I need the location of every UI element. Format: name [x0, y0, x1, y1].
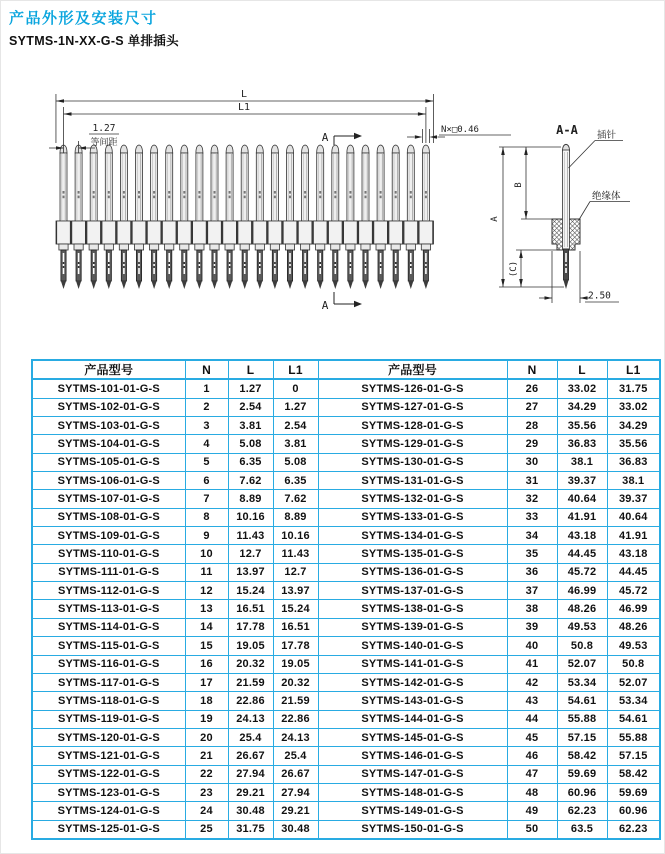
spec-table: [31, 359, 661, 840]
table-cell: SYTMS-109-01-G-S: [32, 527, 185, 545]
table-cell: SYTMS-126-01-G-S: [318, 379, 507, 398]
table-cell: 60.96: [557, 783, 607, 801]
table-cell: 7: [185, 490, 228, 508]
table-row: [32, 472, 660, 490]
table-row: [32, 527, 660, 545]
table-header-row: [32, 360, 660, 379]
product-model-subtitle: SYTMS-1N-XX-G-S 单排插头: [9, 34, 179, 48]
table-cell: 24.13: [228, 710, 273, 728]
table-cell: 10: [185, 545, 228, 563]
table-cell: 46: [507, 747, 557, 765]
table-cell: 21.59: [228, 673, 273, 691]
table-row: [32, 618, 660, 636]
table-cell: SYTMS-105-01-G-S: [32, 453, 185, 471]
table-cell: 2.54: [273, 417, 318, 435]
table-row: [32, 765, 660, 783]
table-cell: SYTMS-121-01-G-S: [32, 747, 185, 765]
table-cell: 39.37: [557, 472, 607, 490]
table-cell: 25.4: [228, 728, 273, 746]
table-row: [32, 417, 660, 435]
table-cell: SYTMS-102-01-G-S: [32, 398, 185, 416]
table-cell: 24: [185, 802, 228, 820]
table-cell: 60.96: [607, 802, 660, 820]
table-cell: 54.61: [607, 710, 660, 728]
table-cell: SYTMS-130-01-G-S: [318, 453, 507, 471]
table-cell: SYTMS-144-01-G-S: [318, 710, 507, 728]
table-cell: 35.56: [557, 417, 607, 435]
table-cell: 58.42: [607, 765, 660, 783]
table-cell: 34: [507, 527, 557, 545]
table-cell: 30.48: [228, 802, 273, 820]
table-cell: 41: [507, 655, 557, 673]
table-cell: SYTMS-116-01-G-S: [32, 655, 185, 673]
table-cell: SYTMS-139-01-G-S: [318, 618, 507, 636]
table-cell: 4: [185, 435, 228, 453]
table-cell: 24.13: [273, 728, 318, 746]
column-header-model-left: 产品型号: [32, 360, 185, 379]
table-row: [32, 710, 660, 728]
table-cell: 26.67: [273, 765, 318, 783]
section-letter-bottom: A: [321, 299, 329, 312]
table-body: [32, 379, 660, 839]
section-letter-top: A: [321, 131, 329, 144]
table-cell: 17.78: [228, 618, 273, 636]
table-cell: 40.64: [557, 490, 607, 508]
table-cell: 7.62: [228, 472, 273, 490]
table-row: [32, 582, 660, 600]
table-cell: 34.29: [607, 417, 660, 435]
table-cell: 13.97: [273, 582, 318, 600]
table-cell: 9: [185, 527, 228, 545]
table-cell: 14: [185, 618, 228, 636]
table-cell: 26.67: [228, 747, 273, 765]
table-cell: 36.83: [607, 453, 660, 471]
table-cell: 40.64: [607, 508, 660, 526]
table-cell: SYTMS-146-01-G-S: [318, 747, 507, 765]
table-cell: 25: [185, 820, 228, 839]
table-row: [32, 563, 660, 581]
page-title: 产品外形及安装尺寸: [9, 10, 158, 27]
table-cell: SYTMS-104-01-G-S: [32, 435, 185, 453]
table-cell: SYTMS-108-01-G-S: [32, 508, 185, 526]
table-cell: 13.97: [228, 563, 273, 581]
table-cell: 5.08: [228, 435, 273, 453]
table-cell: 16: [185, 655, 228, 673]
table-cell: 0: [273, 379, 318, 398]
table-row: [32, 490, 660, 508]
table-cell: 8.89: [273, 508, 318, 526]
table-cell: 36.83: [557, 435, 607, 453]
table-cell: 13: [185, 600, 228, 618]
table-cell: 19.05: [228, 637, 273, 655]
table-cell: 15.24: [273, 600, 318, 618]
table-cell: 45.72: [557, 563, 607, 581]
table-cell: SYTMS-125-01-G-S: [32, 820, 185, 839]
table-cell: 49.53: [557, 618, 607, 636]
dim-width-label: 2.50: [588, 290, 611, 302]
table-cell: 29.21: [228, 783, 273, 801]
pin-callout-label: 插针: [597, 130, 617, 141]
table-cell: 31.75: [228, 820, 273, 839]
column-header-n-right: N: [507, 360, 557, 379]
table-cell: 19: [185, 710, 228, 728]
table-row: [32, 655, 660, 673]
table-cell: 43.18: [607, 545, 660, 563]
pitch-note-label: 等间距: [90, 138, 118, 148]
table-cell: 10.16: [273, 527, 318, 545]
table-cell: 59.69: [607, 783, 660, 801]
table-cell: 53.34: [557, 673, 607, 691]
table-cell: 40: [507, 637, 557, 655]
spec-table-container: [31, 359, 659, 840]
table-cell: SYTMS-111-01-G-S: [32, 563, 185, 581]
table-cell: SYTMS-138-01-G-S: [318, 600, 507, 618]
table-row: [32, 453, 660, 471]
table-cell: 38.1: [557, 453, 607, 471]
table-cell: 43.18: [557, 527, 607, 545]
table-cell: 21.59: [273, 692, 318, 710]
table-cell: SYTMS-131-01-G-S: [318, 472, 507, 490]
table-cell: 49: [507, 802, 557, 820]
table-cell: SYTMS-118-01-G-S: [32, 692, 185, 710]
table-row: [32, 692, 660, 710]
table-cell: 10.16: [228, 508, 273, 526]
table-cell: 28: [507, 417, 557, 435]
table-cell: 3.81: [273, 435, 318, 453]
table-cell: 57.15: [607, 747, 660, 765]
table-cell: 33.02: [557, 379, 607, 398]
table-cell: SYTMS-120-01-G-S: [32, 728, 185, 746]
column-header-model-right: 产品型号: [318, 360, 507, 379]
table-cell: 44.45: [607, 563, 660, 581]
table-cell: 45.72: [607, 582, 660, 600]
table-cell: SYTMS-134-01-G-S: [318, 527, 507, 545]
table-cell: 43: [507, 692, 557, 710]
table-cell: 6.35: [273, 472, 318, 490]
table-cell: 39: [507, 618, 557, 636]
table-row: [32, 545, 660, 563]
table-cell: 11.43: [273, 545, 318, 563]
table-row: [32, 637, 660, 655]
column-header-l-left: L: [228, 360, 273, 379]
table-cell: 52.07: [557, 655, 607, 673]
table-cell: 44: [507, 710, 557, 728]
table-cell: 12.7: [273, 563, 318, 581]
table-cell: SYTMS-140-01-G-S: [318, 637, 507, 655]
table-cell: 44.45: [557, 545, 607, 563]
table-cell: 50.8: [607, 655, 660, 673]
table-cell: 17: [185, 673, 228, 691]
table-cell: SYTMS-133-01-G-S: [318, 508, 507, 526]
table-cell: 46.99: [557, 582, 607, 600]
table-cell: 54.61: [557, 692, 607, 710]
table-cell: SYTMS-112-01-G-S: [32, 582, 185, 600]
table-row: [32, 820, 660, 839]
table-row: [32, 379, 660, 398]
table-row: [32, 802, 660, 820]
dim-A-label: A: [490, 216, 500, 222]
table-cell: SYTMS-132-01-G-S: [318, 490, 507, 508]
table-cell: 16.51: [273, 618, 318, 636]
table-cell: 1.27: [228, 379, 273, 398]
table-cell: 22.86: [273, 710, 318, 728]
table-cell: 30: [507, 453, 557, 471]
table-cell: 29: [507, 435, 557, 453]
table-cell: 50: [507, 820, 557, 839]
table-cell: 3: [185, 417, 228, 435]
table-cell: 63.5: [557, 820, 607, 839]
table-cell: SYTMS-148-01-G-S: [318, 783, 507, 801]
table-cell: 31.75: [607, 379, 660, 398]
table-cell: 59.69: [557, 765, 607, 783]
table-cell: 62.23: [557, 802, 607, 820]
table-cell: 8: [185, 508, 228, 526]
table-cell: 2.54: [228, 398, 273, 416]
table-cell: 15.24: [228, 582, 273, 600]
pitch-dim-label: 1.27: [92, 123, 116, 134]
table-cell: 25.4: [273, 747, 318, 765]
table-cell: 16.51: [228, 600, 273, 618]
table-cell: SYTMS-113-01-G-S: [32, 600, 185, 618]
table-cell: 46.99: [607, 600, 660, 618]
table-cell: 37: [507, 582, 557, 600]
table-cell: 55.88: [607, 728, 660, 746]
table-cell: 21: [185, 747, 228, 765]
table-row: [32, 600, 660, 618]
table-cell: 62.23: [607, 820, 660, 839]
table-cell: SYTMS-107-01-G-S: [32, 490, 185, 508]
table-cell: SYTMS-150-01-G-S: [318, 820, 507, 839]
table-cell: 6.35: [228, 453, 273, 471]
table-cell: SYTMS-110-01-G-S: [32, 545, 185, 563]
table-row: [32, 435, 660, 453]
table-cell: SYTMS-115-01-G-S: [32, 637, 185, 655]
pin-spec-label: N×□0.46: [441, 125, 479, 135]
insulator-callout-label: 绝缘体: [592, 191, 621, 202]
table-cell: 38.1: [607, 472, 660, 490]
table-cell: 8.89: [228, 490, 273, 508]
table-cell: 32: [507, 490, 557, 508]
table-cell: 45: [507, 728, 557, 746]
table-cell: 1.27: [273, 398, 318, 416]
table-cell: 22: [185, 765, 228, 783]
column-header-n-left: N: [185, 360, 228, 379]
table-cell: SYTMS-142-01-G-S: [318, 673, 507, 691]
table-cell: 48.26: [557, 600, 607, 618]
table-cell: 2: [185, 398, 228, 416]
table-cell: 30.48: [273, 820, 318, 839]
table-cell: SYTMS-101-01-G-S: [32, 379, 185, 398]
table-cell: 31: [507, 472, 557, 490]
column-header-l-right: L: [557, 360, 607, 379]
column-header-l1-right: L1: [607, 360, 660, 379]
table-cell: SYTMS-119-01-G-S: [32, 710, 185, 728]
table-row: [32, 728, 660, 746]
table-cell: 6: [185, 472, 228, 490]
column-header-l1-left: L1: [273, 360, 318, 379]
table-cell: 41.91: [557, 508, 607, 526]
table-cell: 41.91: [607, 527, 660, 545]
table-cell: SYTMS-129-01-G-S: [318, 435, 507, 453]
table-cell: 20: [185, 728, 228, 746]
table-cell: SYTMS-137-01-G-S: [318, 582, 507, 600]
table-cell: 5: [185, 453, 228, 471]
table-cell: SYTMS-114-01-G-S: [32, 618, 185, 636]
table-cell: 42: [507, 673, 557, 691]
table-cell: 27: [507, 398, 557, 416]
table-cell: SYTMS-145-01-G-S: [318, 728, 507, 746]
table-cell: 35.56: [607, 435, 660, 453]
table-cell: 48.26: [607, 618, 660, 636]
pin-row: [56, 145, 434, 289]
table-cell: 47: [507, 765, 557, 783]
table-cell: 29.21: [273, 802, 318, 820]
table-cell: 15: [185, 637, 228, 655]
table-cell: 11: [185, 563, 228, 581]
table-row: [32, 398, 660, 416]
table-cell: 58.42: [557, 747, 607, 765]
table-cell: 50.8: [557, 637, 607, 655]
table-cell: 7.62: [273, 490, 318, 508]
table-cell: 57.15: [557, 728, 607, 746]
table-cell: 12: [185, 582, 228, 600]
table-cell: 38: [507, 600, 557, 618]
table-cell: SYTMS-147-01-G-S: [318, 765, 507, 783]
table-cell: 19.05: [273, 655, 318, 673]
table-cell: 26: [507, 379, 557, 398]
table-cell: SYTMS-122-01-G-S: [32, 765, 185, 783]
table-cell: 39.37: [607, 490, 660, 508]
table-cell: 55.88: [557, 710, 607, 728]
table-cell: SYTMS-117-01-G-S: [32, 673, 185, 691]
table-cell: SYTMS-123-01-G-S: [32, 783, 185, 801]
table-cell: 3.81: [228, 417, 273, 435]
table-cell: SYTMS-141-01-G-S: [318, 655, 507, 673]
table-cell: SYTMS-103-01-G-S: [32, 417, 185, 435]
table-cell: 52.07: [607, 673, 660, 691]
table-cell: SYTMS-106-01-G-S: [32, 472, 185, 490]
table-cell: 33: [507, 508, 557, 526]
table-cell: SYTMS-127-01-G-S: [318, 398, 507, 416]
table-row: [32, 673, 660, 691]
table-cell: 12.7: [228, 545, 273, 563]
table-row: [32, 747, 660, 765]
table-cell: 20.32: [273, 673, 318, 691]
dim-C-label: (C): [509, 260, 519, 278]
dim-L1-label: L1: [237, 102, 251, 113]
section-view-title: A-A: [556, 123, 578, 137]
table-cell: 17.78: [273, 637, 318, 655]
table-cell: 27.94: [273, 783, 318, 801]
table-cell: 18: [185, 692, 228, 710]
technical-drawing: [1, 1, 665, 347]
table-cell: 34.29: [557, 398, 607, 416]
table-cell: SYTMS-149-01-G-S: [318, 802, 507, 820]
table-cell: 35: [507, 545, 557, 563]
dim-L-label: L: [240, 89, 248, 100]
table-cell: 36: [507, 563, 557, 581]
table-cell: SYTMS-136-01-G-S: [318, 563, 507, 581]
table-cell: 27.94: [228, 765, 273, 783]
table-cell: SYTMS-128-01-G-S: [318, 417, 507, 435]
table-cell: 23: [185, 783, 228, 801]
table-cell: SYTMS-143-01-G-S: [318, 692, 507, 710]
table-cell: 53.34: [607, 692, 660, 710]
table-cell: 5.08: [273, 453, 318, 471]
table-cell: SYTMS-124-01-G-S: [32, 802, 185, 820]
table-cell: 48: [507, 783, 557, 801]
table-row: [32, 783, 660, 801]
table-cell: 20.32: [228, 655, 273, 673]
table-cell: 49.53: [607, 637, 660, 655]
table-cell: 22.86: [228, 692, 273, 710]
dim-B-label: B: [514, 182, 524, 188]
table-cell: SYTMS-135-01-G-S: [318, 545, 507, 563]
table-cell: 33.02: [607, 398, 660, 416]
table-cell: 11.43: [228, 527, 273, 545]
table-cell: 1: [185, 379, 228, 398]
table-row: [32, 508, 660, 526]
